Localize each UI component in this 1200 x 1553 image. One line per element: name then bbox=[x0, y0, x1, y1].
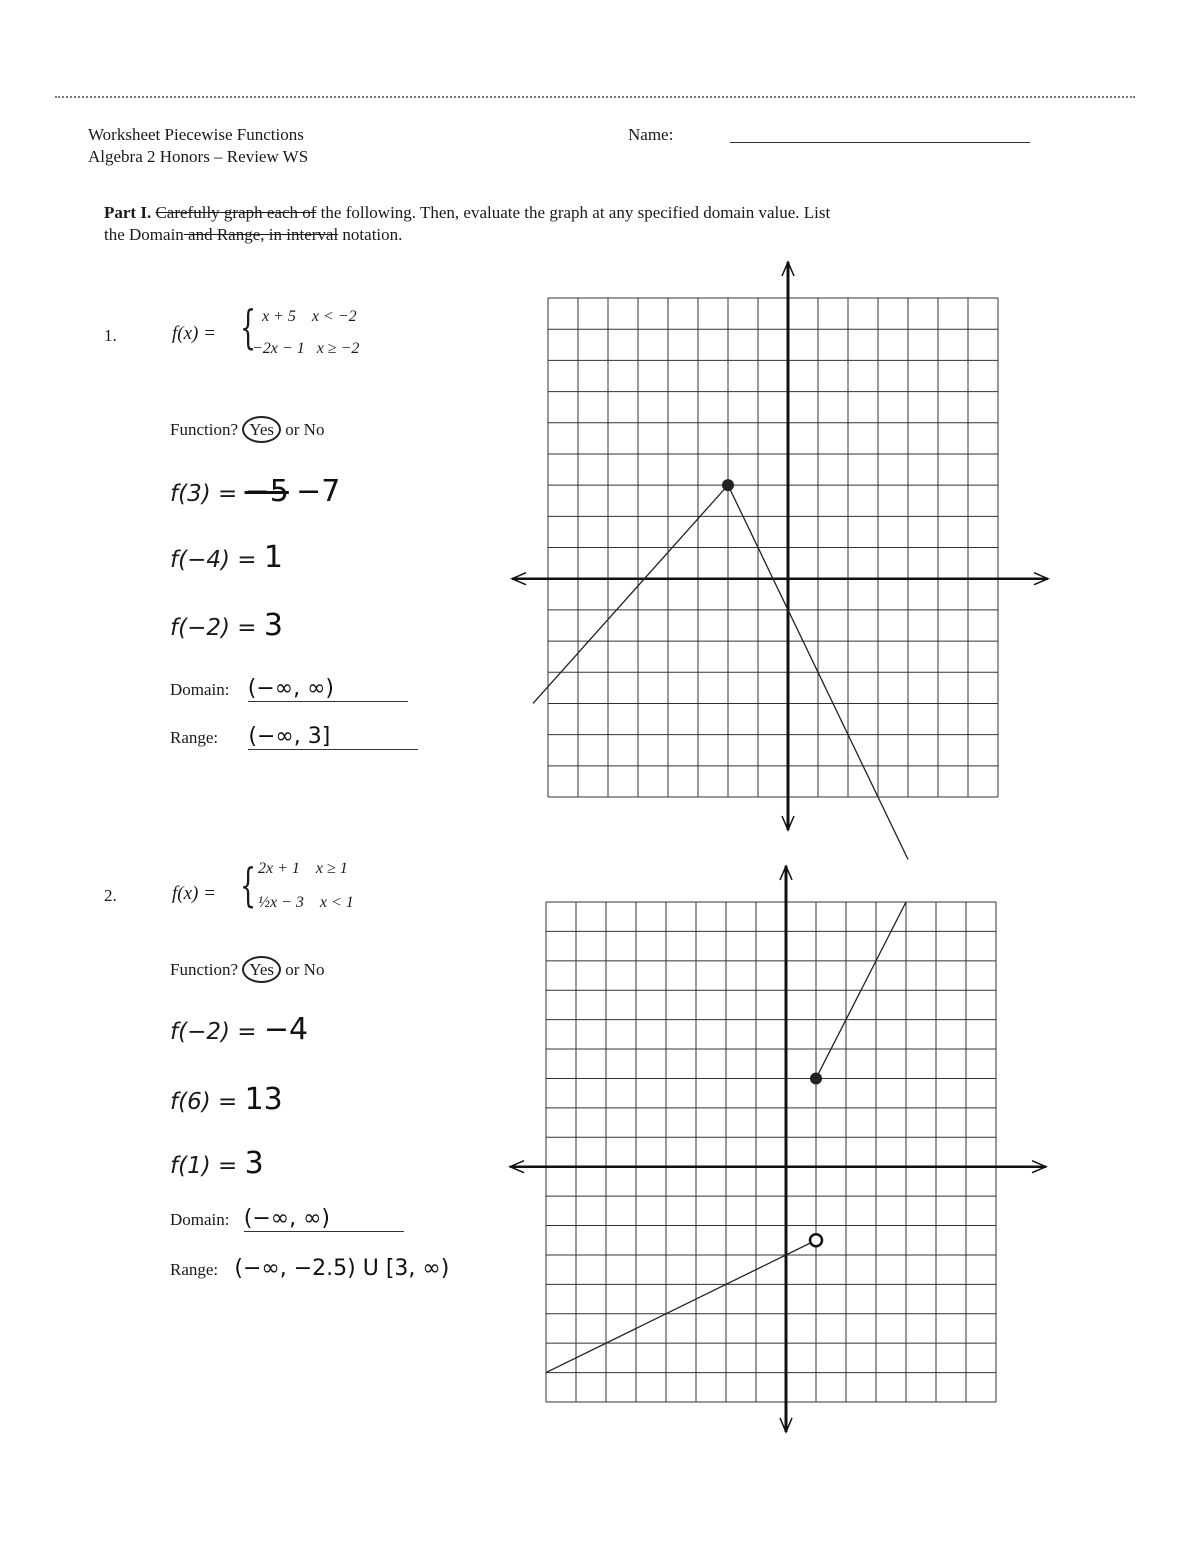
eval-label: f(−2) = bbox=[170, 615, 257, 641]
eval-answer[interactable]: 1 bbox=[263, 540, 283, 575]
eval-answer[interactable]: 3 bbox=[244, 1146, 264, 1181]
function-label: Function? bbox=[170, 420, 238, 439]
domain-answer[interactable]: (−∞, ∞) bbox=[244, 1206, 404, 1232]
domain-label: Domain: bbox=[170, 680, 230, 699]
range-answer[interactable]: (−∞, 3] bbox=[248, 724, 418, 750]
domain-label: Domain: bbox=[170, 1210, 230, 1229]
piece-expr: 2x + 1 bbox=[258, 860, 300, 877]
piece-expr: x + 5 bbox=[262, 308, 296, 325]
piece-cond: x ≥ −2 bbox=[316, 340, 360, 357]
course-subtitle: Algebra 2 Honors – Review WS bbox=[88, 147, 309, 166]
worksheet-title: Worksheet Piecewise Functions bbox=[88, 125, 304, 144]
range-answer[interactable]: (−∞, −2.5) U [3, ∞) bbox=[234, 1256, 450, 1281]
graph-1-segment-1 bbox=[533, 485, 728, 703]
eval-label: f(1) = bbox=[170, 1153, 238, 1179]
piece-cond: x ≥ 1 bbox=[315, 860, 348, 877]
domain-answer[interactable]: (−∞, ∞) bbox=[248, 676, 408, 702]
function-label: Function? bbox=[170, 960, 238, 979]
piece-cond: x < 1 bbox=[319, 894, 354, 911]
yes-option-circled[interactable]: Yes bbox=[242, 956, 281, 983]
eval-label: f(6) = bbox=[170, 1089, 238, 1115]
instruction-text-1: the following. Then, evaluate the graph at any specified domain value. List bbox=[316, 203, 831, 222]
eval-label: f(3) = bbox=[170, 481, 238, 507]
piece-expr: −2x − 1 bbox=[252, 340, 305, 357]
eval-label: f(−4) = bbox=[170, 547, 257, 573]
graph-2-closed-point bbox=[810, 1072, 822, 1084]
yes-option-circled[interactable]: Yes bbox=[242, 416, 281, 443]
instruction-text-2c: notation. bbox=[338, 225, 403, 244]
range-label: Range: bbox=[170, 1260, 219, 1279]
range-label: Range: bbox=[170, 728, 219, 747]
eval-answer[interactable]: −4 bbox=[263, 1012, 309, 1047]
instruction-text-2a: the Domain bbox=[104, 225, 184, 244]
piece-cond: x < −2 bbox=[311, 308, 357, 325]
eval-answer[interactable]: 13 bbox=[244, 1082, 283, 1117]
no-option[interactable]: No bbox=[303, 420, 325, 439]
graph-2-segment-2 bbox=[546, 1240, 816, 1372]
struck-instruction: Carefully graph each of bbox=[155, 203, 317, 222]
problem-1-number: 1. bbox=[104, 326, 117, 345]
graph-2-open-point bbox=[810, 1234, 822, 1246]
instruction-text-2b: and Range, in interval bbox=[183, 225, 339, 244]
part-label: Part I. bbox=[104, 203, 152, 222]
crossed-out-answer: −5 bbox=[244, 474, 289, 509]
eval-label: f(−2) = bbox=[170, 1019, 257, 1045]
problem-2-number: 2. bbox=[104, 886, 117, 905]
or-text: or bbox=[285, 960, 300, 979]
name-label: Name: bbox=[628, 125, 674, 144]
problem-1-brace: { bbox=[240, 300, 257, 354]
or-text: or bbox=[285, 420, 300, 439]
no-option[interactable]: No bbox=[303, 960, 325, 979]
problem-2-fx: f(x) = bbox=[172, 883, 216, 904]
eval-answer[interactable]: 3 bbox=[263, 608, 283, 643]
piece-expr: ½x − 3 bbox=[258, 894, 304, 911]
eval-answer[interactable]: −7 bbox=[296, 474, 341, 509]
problem-1-fx: f(x) = bbox=[172, 323, 216, 344]
problem-2-brace: { bbox=[240, 858, 257, 912]
